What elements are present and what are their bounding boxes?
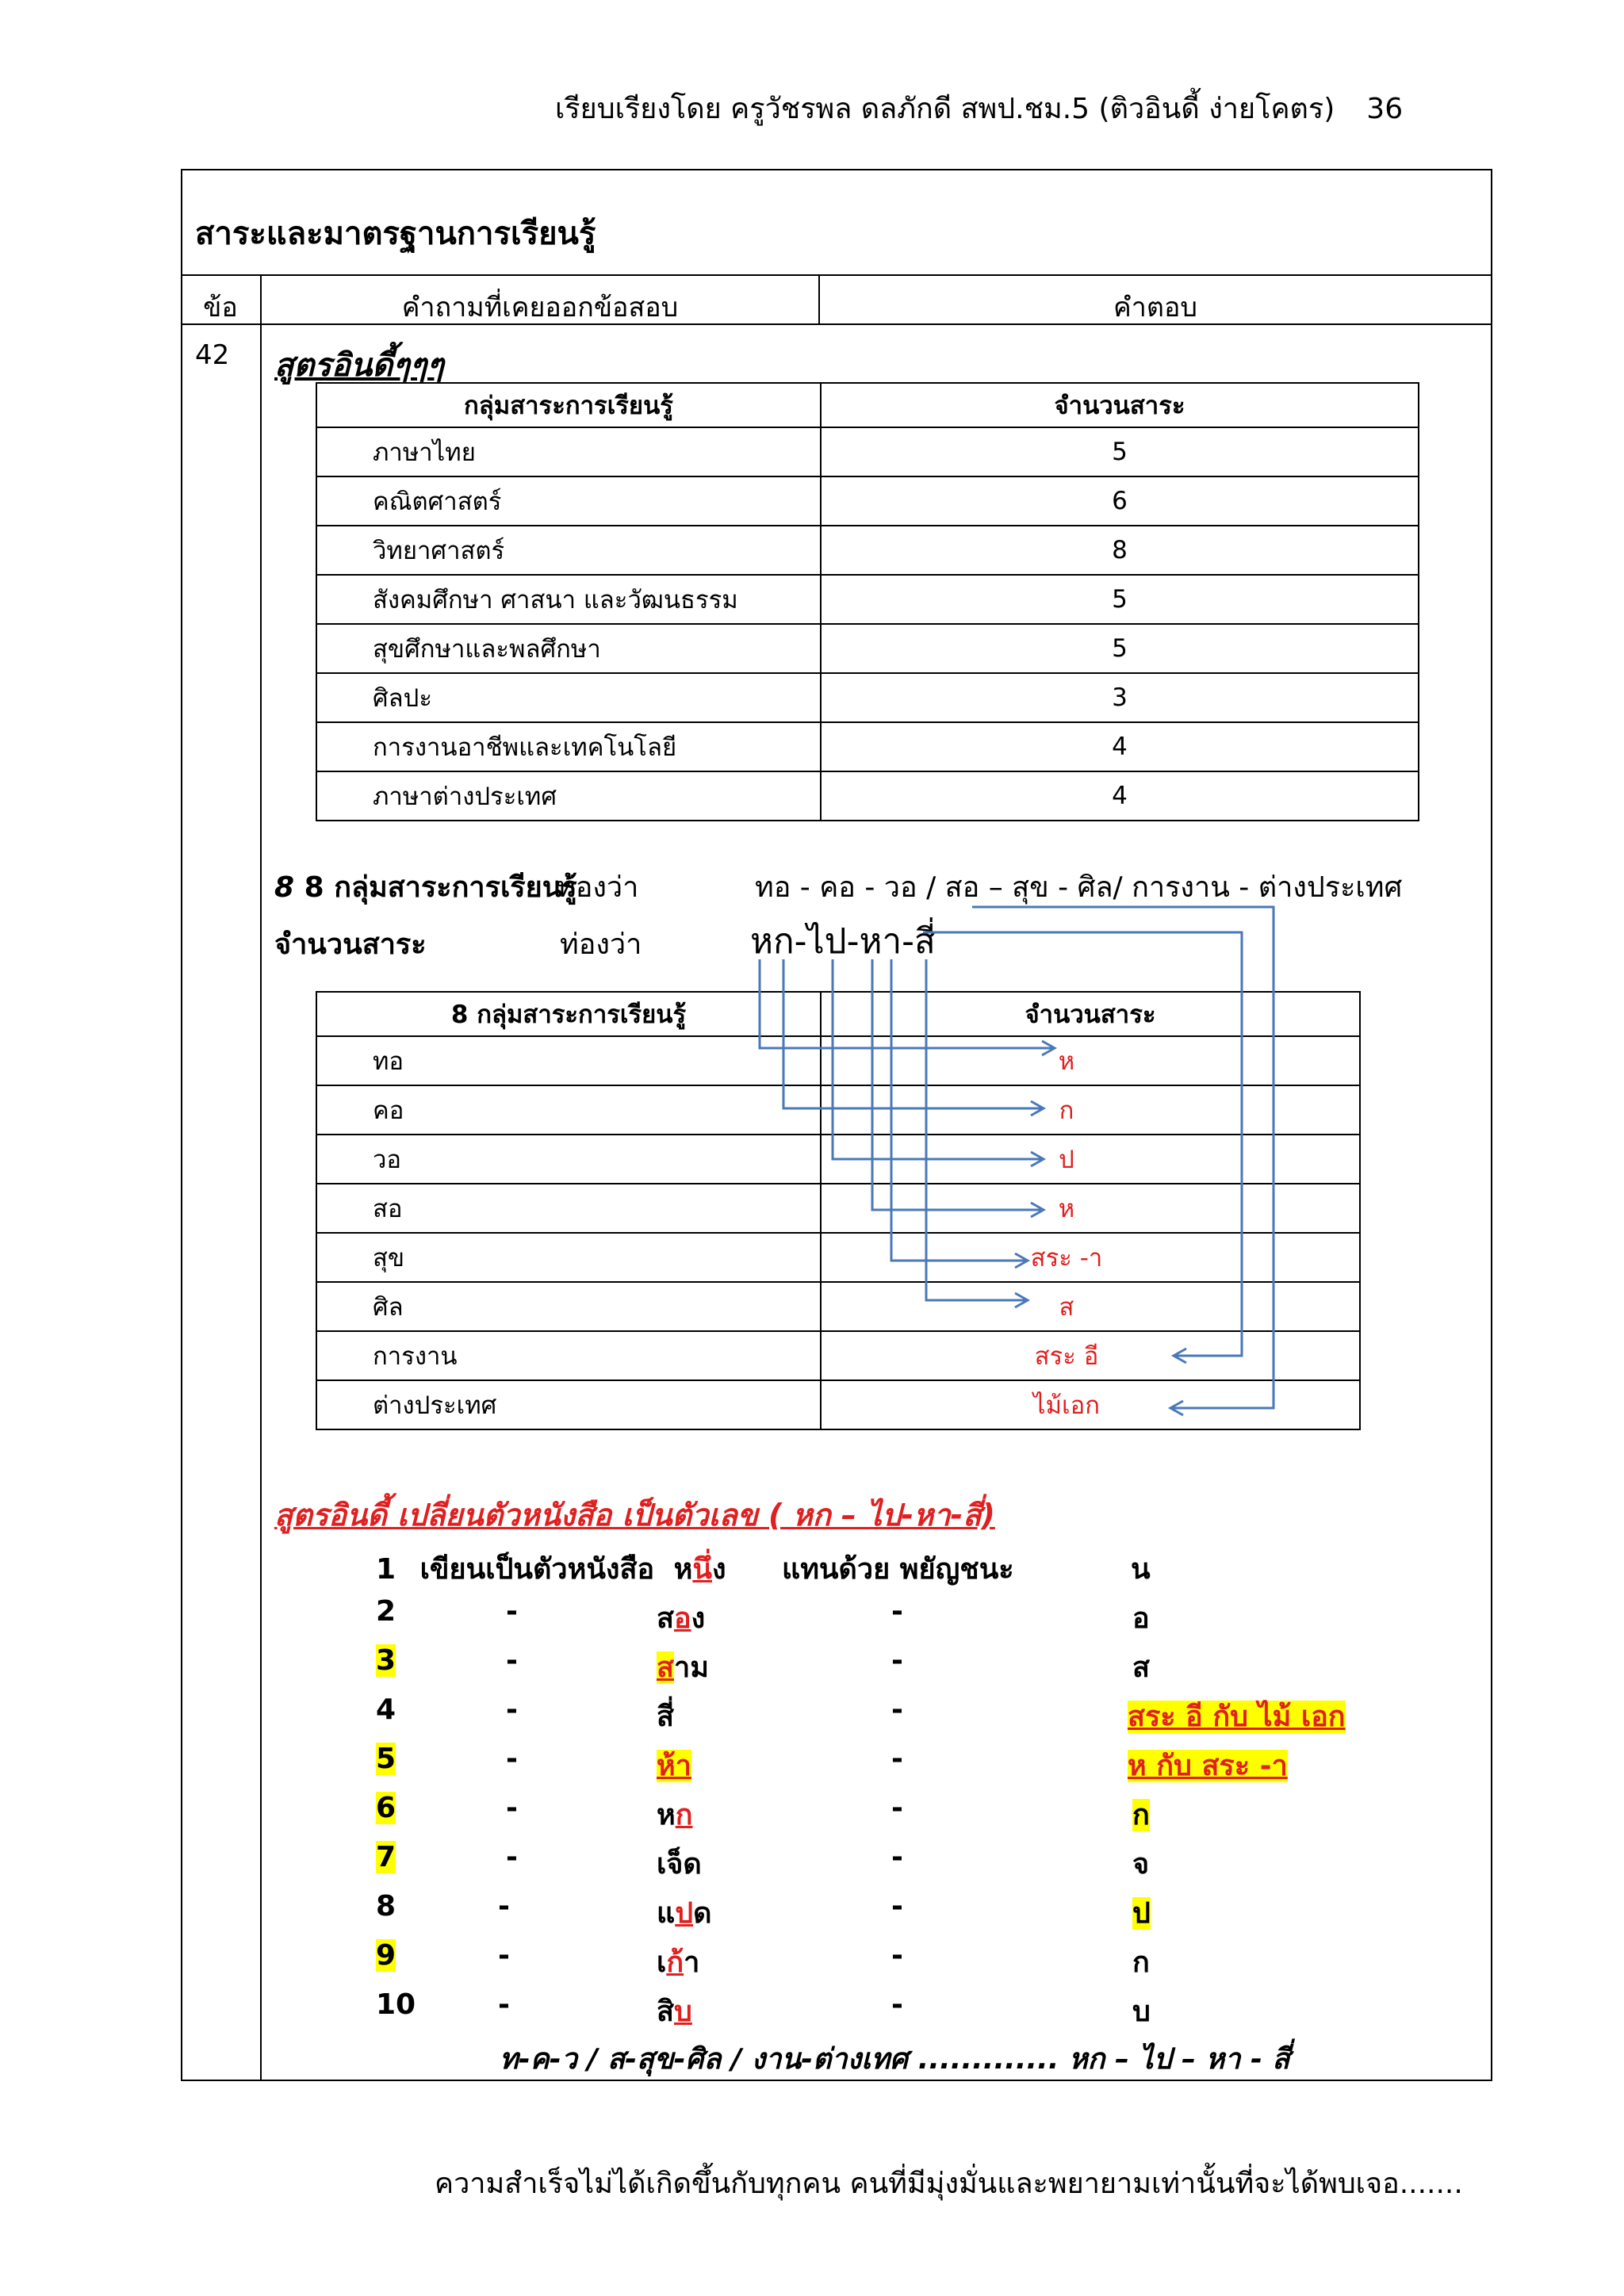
conversion-dash: - <box>891 1644 903 1677</box>
conversion-word: แปด <box>657 1897 712 1930</box>
subject-count: 8 <box>821 526 1419 575</box>
table-header: 8 กลุ่มสาระการเรียนรู้ <box>316 992 821 1036</box>
table-header: จำนวนสาระ <box>821 992 1360 1036</box>
conversion-word: หก <box>657 1799 693 1831</box>
conversion-word: เจ็ด <box>657 1848 702 1881</box>
mnemonic-letter: สระ อี <box>821 1331 1360 1380</box>
conversion-dash: - <box>498 1939 510 1972</box>
subject-name: ภาษาต่างประเทศ <box>316 771 821 821</box>
subject-count: 6 <box>821 476 1419 526</box>
conversion-middle: แทนด้วย พยัญชนะ <box>782 1553 1014 1586</box>
page-number: 36 <box>1366 93 1404 125</box>
subject-count: 5 <box>821 575 1419 624</box>
conversion-number: 7 <box>376 1841 396 1873</box>
conversion-dash: - <box>891 1693 903 1726</box>
subject-name: ศิลปะ <box>316 673 821 722</box>
conversion-dash: - <box>891 1841 903 1873</box>
arrow <box>891 959 1028 1261</box>
conversion-letter: ก <box>1132 1799 1150 1831</box>
conversion-number: 3 <box>376 1644 396 1677</box>
conversion-dash: - <box>891 1743 903 1775</box>
conversion-dash: - <box>891 1939 903 1972</box>
conversion-dash: - <box>506 1595 518 1628</box>
mnemonic-letter: ก <box>821 1085 1360 1135</box>
conversion-letter: ห กับ สระ -า <box>1128 1750 1288 1782</box>
mnemonic-label-1: 8 8 กลุ่มสาระการเรียนรู้ <box>274 871 577 904</box>
mnemonic-syllable: วอ <box>316 1135 821 1184</box>
arrow <box>760 959 1055 1048</box>
conversion-letter: อ <box>1132 1602 1150 1635</box>
subject-count: 5 <box>821 624 1419 673</box>
section-title: สาระและมาตรฐานการเรียนรู้ <box>195 216 596 252</box>
formula-title: สูตรอินดี้ๆๆๆ <box>274 347 444 384</box>
conversion-number: 5 <box>376 1743 396 1775</box>
header-text: เรียบเรียงโดย ครูวัชรพล ดลภักดี สพป.ชม.5 (ติวอินดี้ ง่ายโคตร) <box>555 93 1335 125</box>
conversion-letter: สระ อี กับ ไม้ เอก <box>1128 1701 1346 1733</box>
mnemonic-letter: ป <box>821 1135 1360 1184</box>
mnemonic-letter: ห <box>821 1184 1360 1233</box>
conversion-word: สี่ <box>657 1701 674 1733</box>
conversion-word: สาม <box>657 1651 709 1684</box>
arrow <box>926 959 1028 1300</box>
subject-name: การงานอาชีพและเทคโนโลยี <box>316 722 821 771</box>
conversion-number: 9 <box>376 1939 396 1972</box>
col-header-answer: คำตอบ <box>1113 292 1197 323</box>
conversion-word: ห้า <box>657 1750 691 1782</box>
conversion-dash: - <box>506 1841 518 1873</box>
conversion-dash: - <box>891 1988 903 2021</box>
conversion-letter: ป <box>1132 1897 1151 1930</box>
arrow <box>923 932 1242 1356</box>
mnemonic-letter: ไม้เอก <box>821 1380 1360 1429</box>
conversion-dash: - <box>891 1890 903 1923</box>
arrow <box>872 959 1044 1210</box>
subject-name: คณิตศาสตร์ <box>316 476 821 526</box>
subject-name: ภาษาไทย <box>316 427 821 476</box>
conversion-dash: - <box>891 1595 903 1628</box>
conversion-number: 8 <box>376 1890 396 1923</box>
conversion-letter: น <box>1131 1553 1151 1586</box>
conversion-number: 2 <box>376 1595 396 1628</box>
conversion-dash: - <box>506 1743 518 1775</box>
conversion-dash: - <box>506 1644 518 1677</box>
conversion-letter: ก <box>1132 1946 1150 1979</box>
mnemonic-letter: สระ -า <box>821 1233 1360 1282</box>
col-header-no: ข้อ <box>203 292 238 323</box>
item-number: 42 <box>195 339 230 371</box>
arrow <box>972 907 1274 1408</box>
conversion-word: สอง <box>657 1602 706 1635</box>
mnemonic-say-1: ท่องว่า <box>557 871 639 904</box>
conversion-word: สิบ <box>657 1996 692 2028</box>
mnemonic-syllable: การงาน <box>316 1331 821 1380</box>
table-header: กลุ่มสาระการเรียนรู้ <box>316 383 821 427</box>
subject-name: สุขศึกษาและพลศึกษา <box>316 624 821 673</box>
col-header-question: คำถามที่เคยออกข้อสอบ <box>401 292 679 323</box>
mnemonic-value-1: ทอ - คอ - วอ / สอ – สุข - ศิล/ การงาน - ต่างประเทศ <box>755 871 1403 904</box>
mnemonic-syllable: สุข <box>316 1233 821 1282</box>
conversion-dash: - <box>506 1693 518 1726</box>
conversion-dash: - <box>498 1988 510 2021</box>
conversion-letter: จ <box>1132 1848 1150 1881</box>
mnemonic-syllable: ทอ <box>316 1036 821 1085</box>
mnemonic-letter: ส <box>821 1282 1360 1331</box>
subject-name: สังคมศึกษา ศาสนา และวัฒนธรรม <box>316 575 821 624</box>
table-header: จำนวนสาระ <box>821 383 1419 427</box>
arrow <box>833 959 1044 1159</box>
mnemonic-value-2: หก-ไป-หา-สี่ <box>750 921 936 962</box>
mnemonic-syllable: คอ <box>316 1085 821 1135</box>
conversion-word: เก้า <box>657 1946 700 1979</box>
conversion-row: 1 เขียนเป็นตัวหนังสือ หนึ่ง <box>376 1553 726 1586</box>
mnemonic-syllable: สอ <box>316 1184 821 1233</box>
conversion-number: 4 <box>376 1693 396 1726</box>
conversion-letter: บ <box>1132 1996 1151 2028</box>
subject-count: 5 <box>821 427 1419 476</box>
conversion-dash: - <box>891 1792 903 1824</box>
mnemonic-say-2: ท่องว่า <box>560 928 642 961</box>
mnemonic-letter: ห <box>821 1036 1360 1085</box>
conversion-letter: ส <box>1132 1651 1150 1684</box>
conversion-dash: - <box>506 1792 518 1824</box>
mnemonic-syllable: ศิล <box>316 1282 821 1331</box>
mnemonic-label-2: จำนวนสาระ <box>274 928 427 961</box>
footer-quote: ความสำเร็จไม่ได้เกิดขึ้นกับทุกคน คนที่มีมุ่งมั่นและพยายามเท่านั้นที่จะได้พบเจอ....... <box>435 2168 1463 2200</box>
subject-count: 4 <box>821 771 1419 821</box>
subject-count: 3 <box>821 673 1419 722</box>
conversion-title: สูตรอินดี้ เปลี่ยนตัวหนังสือ เป็นตัวเลข ( หก – ไป-หา-สี่) <box>274 1498 995 1533</box>
subject-name: วิทยาศาสตร์ <box>316 526 821 575</box>
conversion-dash: - <box>498 1890 510 1923</box>
mnemonic-syllable: ต่างประเทศ <box>316 1380 821 1429</box>
conversion-number: 6 <box>376 1792 396 1824</box>
conversion-number: 10 <box>376 1988 416 2021</box>
subject-count: 4 <box>821 722 1419 771</box>
conversion-summary: ท-ค-ว / ส-สุข-ศิล / งาน-ต่างเทศ ............. หก – ไป – หา - สี่ <box>500 2043 1290 2076</box>
arrow <box>783 959 1044 1108</box>
